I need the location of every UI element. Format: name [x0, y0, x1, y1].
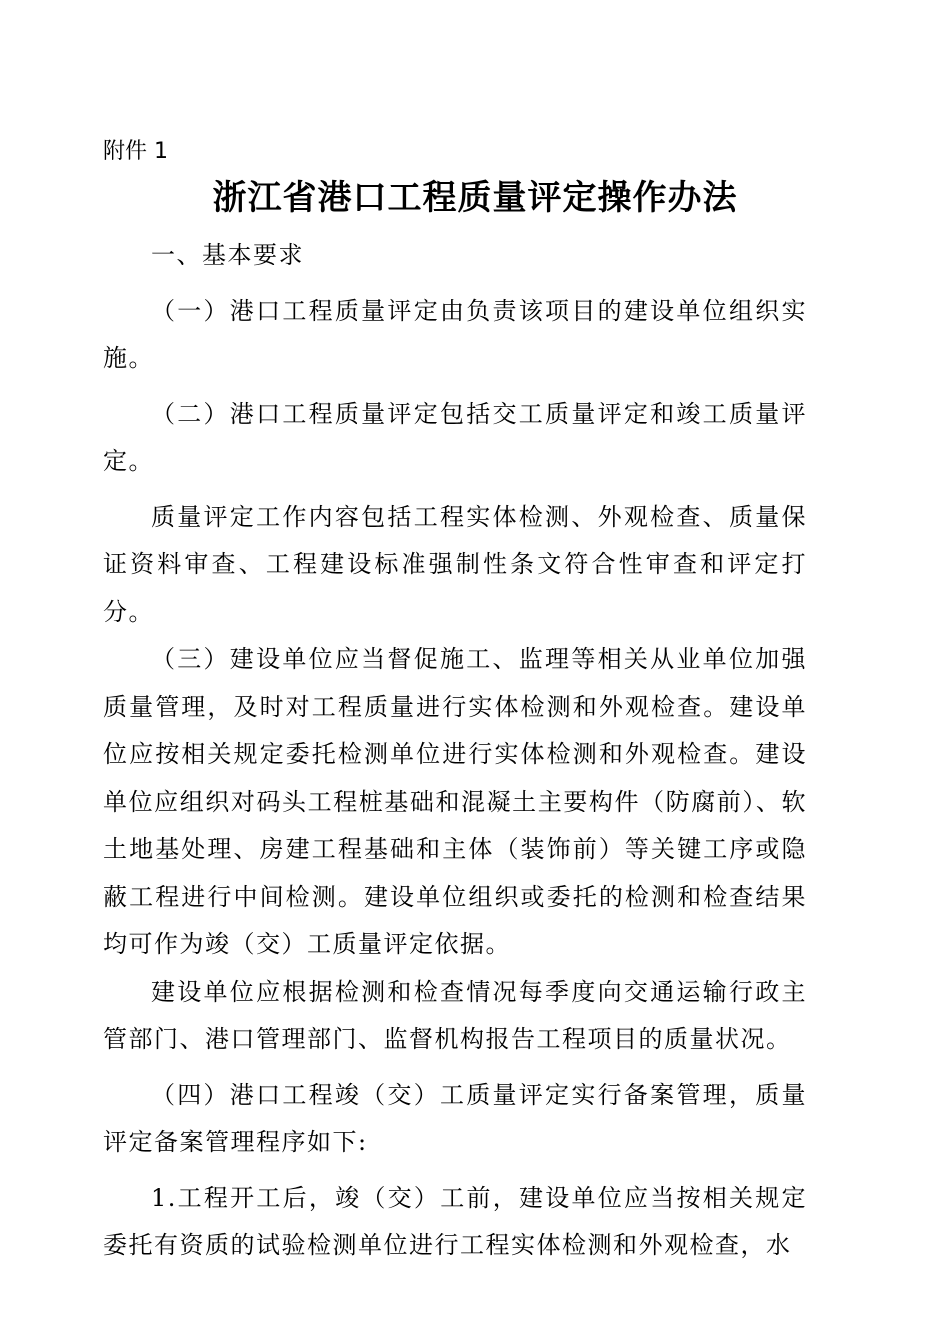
document-title: 浙江省港口工程质量评定操作办法 [212, 178, 738, 218]
paragraph-item-1: （一）港口工程质量评定由负责该项目的建设单位组织实施。 [103, 296, 807, 372]
paragraph-item-3: （三）建设单位应当督促施工、监理等相关从业单位加强质量管理，及时对工程质量进行实体检测和外观检查。建设单位应按相关规定委托检测单位进行实体检测和外观检查。建设单位应组织对码头工程桩基础和混凝土主要构件（防腐前）、软土地基处理、房建工程基础和主体（装饰前）等关键工序或隐蔽工程进行中间检测。建设单位组织或委托的检测和检查结果均可作为竣（交）工质量评定依据。 [103, 645, 807, 958]
document-body [103, 232, 807, 1270]
section-heading-basic-requirements: 一、基本要求 [151, 241, 304, 269]
paragraph-item-2: （二）港口工程质量评定包括交工质量评定和竣工质量评定。 [103, 399, 807, 475]
paragraph-step-1: 1.工程开工后，竣（交）工前，建设单位应当按相关规定委托有资质的试验检测单位进行工程实体检测和外观检查，水 [103, 1183, 807, 1259]
attachment-label: 附件 1 [103, 139, 168, 164]
paragraph-quarterly-report: 建设单位应根据检测和检查情况每季度向交通运输行政主管部门、港口管理部门、监督机构报告工程项目的质量状况。 [103, 977, 807, 1053]
paragraph-evaluation-content: 质量评定工作内容包括工程实体检测、外观检查、质量保证资料审查、工程建设标准强制性条文符合性审查和评定打分。 [103, 502, 807, 626]
paragraph-item-4: （四）港口工程竣（交）工质量评定实行备案管理，质量评定备案管理程序如下: [103, 1080, 807, 1156]
